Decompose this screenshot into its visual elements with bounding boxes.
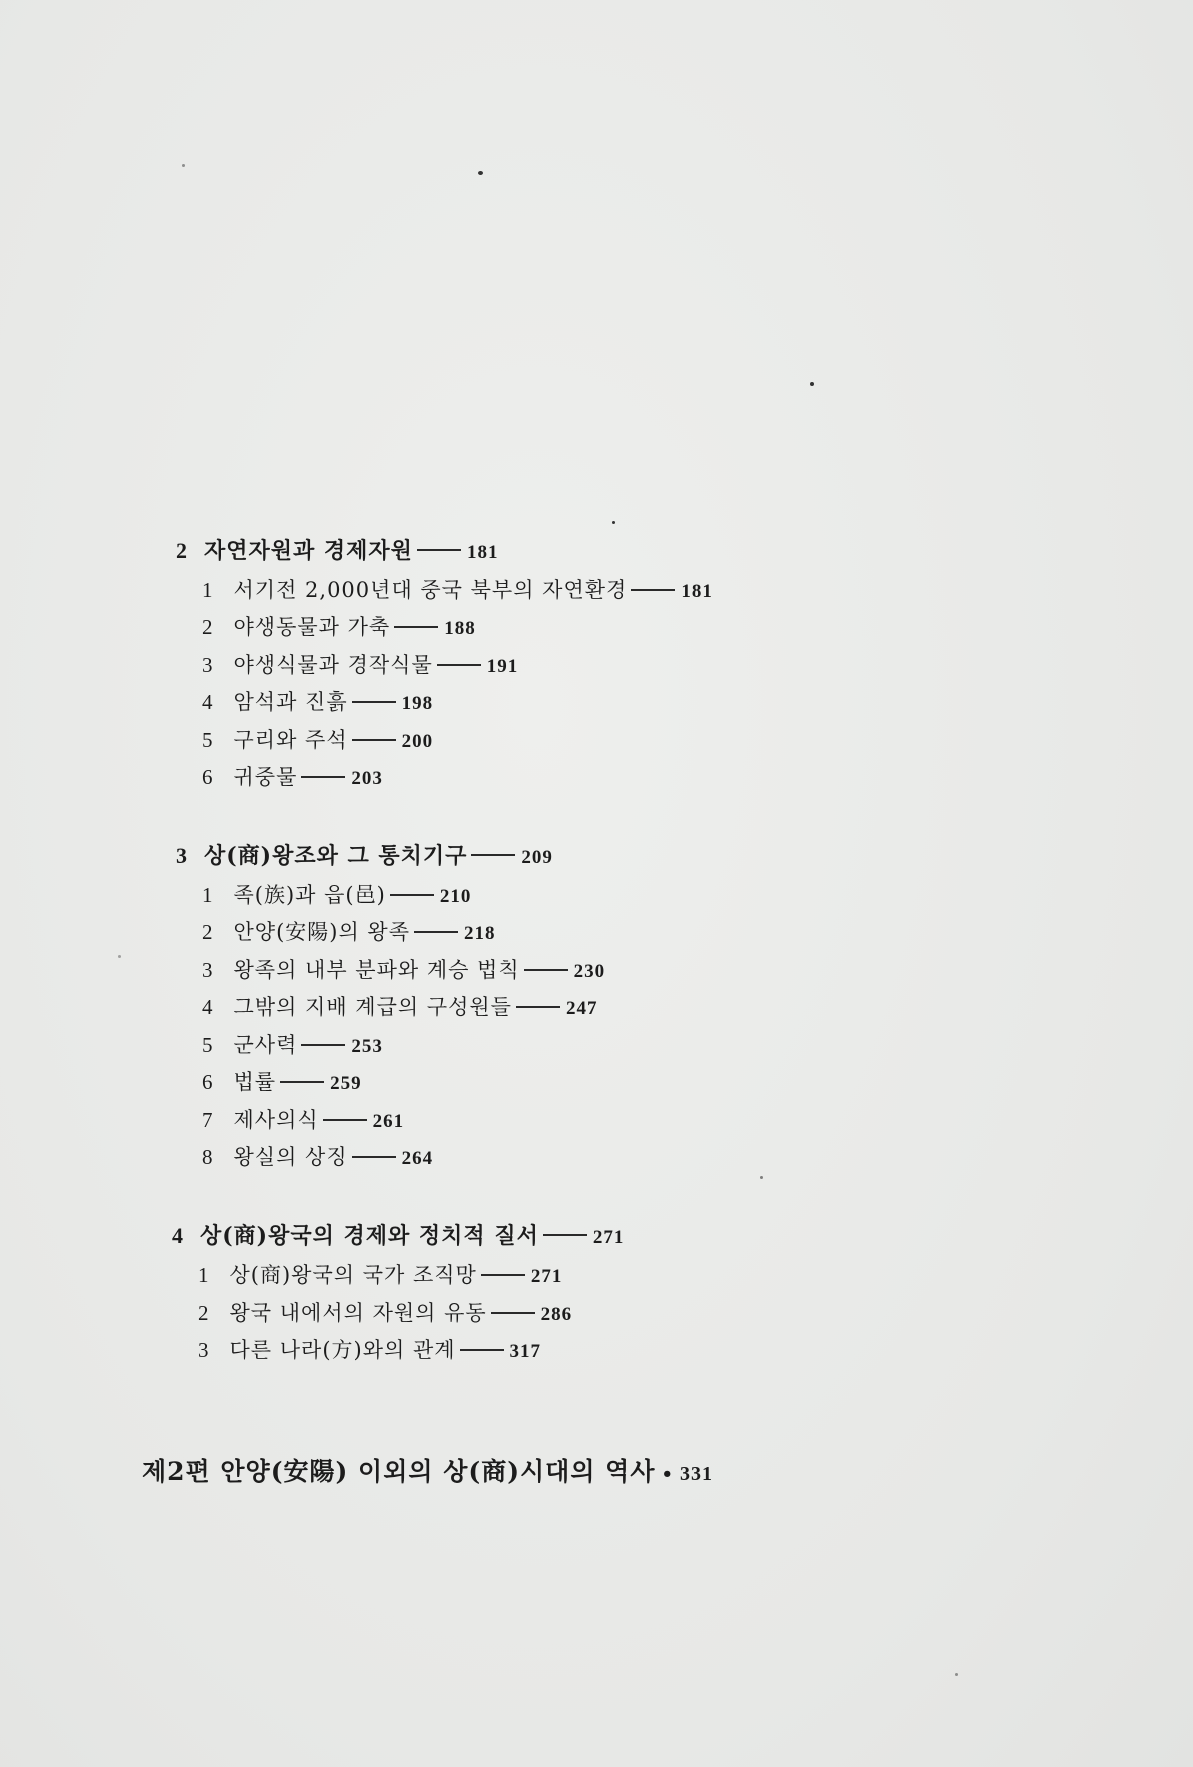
- page-number: 271: [530, 1266, 563, 1287]
- toc-entry: [202, 1072, 362, 1093]
- page-number: 200: [401, 731, 434, 752]
- page-number: 261: [372, 1111, 405, 1132]
- entry-title: 다른 나라(方)와의 관계: [229, 1338, 456, 1362]
- toc-entry: [202, 885, 471, 906]
- entry-title: 족(族)과 읍(邑): [233, 883, 386, 907]
- page-number: 331: [680, 1463, 713, 1485]
- leader-dash: [280, 1081, 324, 1083]
- entry-number: 2: [202, 920, 214, 944]
- page-number: 188: [444, 618, 476, 639]
- entry-number: 2: [202, 615, 214, 639]
- page-number: 253: [351, 1036, 383, 1057]
- page-number: 259: [330, 1073, 362, 1094]
- entry-title: 제사의식: [233, 1108, 319, 1132]
- toc-entry: [202, 692, 433, 713]
- ink-speck: [612, 521, 615, 524]
- entry-number: 6: [202, 1070, 214, 1094]
- entry-number: 5: [202, 728, 214, 752]
- ink-speck: [955, 1673, 958, 1676]
- ink-speck: [810, 382, 814, 386]
- page-number: 198: [401, 693, 434, 714]
- toc-entry: [202, 922, 496, 943]
- entry-title: 상(商)왕국의 국가 조직망: [229, 1263, 477, 1287]
- toc-entry: [198, 1340, 541, 1361]
- entry-title: 왕국 내에서의 자원의 유동: [229, 1301, 487, 1325]
- toc-entry: [202, 1035, 383, 1056]
- section-title: 상(商)왕국의 경제와 정치적 질서: [200, 1223, 539, 1249]
- leader-dash: [491, 1312, 535, 1314]
- leader-dash: [631, 589, 675, 591]
- leader-dash: [301, 1044, 345, 1046]
- leader-dash: [414, 931, 458, 933]
- toc-section-heading: [176, 540, 498, 562]
- toc-entry: [202, 997, 597, 1018]
- page-number: 181: [681, 581, 713, 602]
- toc-entry: [202, 1147, 433, 1168]
- toc-section-heading: [172, 1225, 624, 1247]
- entry-number: 3: [198, 1338, 210, 1362]
- entry-title: 서기전 2,000년대 중국 북부의 자연환경: [233, 578, 628, 602]
- toc-entry: [198, 1265, 562, 1286]
- entry-number: 1: [202, 883, 214, 907]
- toc-section-heading: [176, 845, 553, 867]
- leader-dash: [394, 626, 438, 628]
- leader-dash: [390, 894, 434, 896]
- section-number: 4: [172, 1223, 184, 1248]
- entry-title: 야생식물과 경작식물: [233, 653, 433, 677]
- leader-dash: [481, 1274, 525, 1276]
- toc-entry: [202, 580, 713, 601]
- page-number: 317: [509, 1341, 542, 1362]
- entry-title: 안양(安陽)의 왕족: [233, 920, 410, 944]
- leader-dash: [543, 1234, 587, 1236]
- entry-number: 5: [202, 1033, 214, 1057]
- ink-speck: [760, 1176, 763, 1179]
- ink-speck: [118, 955, 121, 958]
- entry-number: 8: [202, 1145, 214, 1169]
- toc-entry: [202, 730, 433, 751]
- leader-dash: [352, 739, 396, 741]
- page-number: 264: [401, 1148, 434, 1169]
- leader-dash: [323, 1119, 367, 1121]
- section-number: 2: [176, 538, 188, 563]
- page-number: 218: [464, 923, 496, 944]
- entry-title: 구리와 주석: [233, 728, 348, 752]
- entry-title: 왕족의 내부 분파와 계승 법칙: [233, 958, 520, 982]
- entry-title: 암석과 진흙: [233, 690, 348, 714]
- page-number: 286: [540, 1304, 573, 1325]
- page-number: 209: [521, 847, 553, 868]
- leader-dash: [352, 1156, 396, 1158]
- page-number: 181: [466, 542, 499, 563]
- entry-number: 1: [198, 1263, 210, 1287]
- separator-bullet: •: [661, 1464, 674, 1485]
- page-number: 271: [592, 1227, 625, 1248]
- toc-entry: [198, 1303, 572, 1324]
- leader-dash: [524, 969, 568, 971]
- entry-title: 군사력: [233, 1033, 298, 1057]
- ink-speck: [182, 164, 185, 167]
- toc-part-heading: [142, 1459, 713, 1484]
- page-number: 247: [565, 998, 598, 1019]
- entry-title: 야생동물과 가축: [233, 615, 391, 639]
- leader-dash: [437, 664, 481, 666]
- entry-number: 2: [198, 1301, 210, 1325]
- entry-title: 법률: [233, 1070, 277, 1094]
- entry-number: 3: [202, 958, 214, 982]
- part-title: 제2편 안양(安陽) 이외의 상(商)시대의 역사: [142, 1457, 656, 1486]
- toc-entry: [202, 617, 476, 638]
- leader-dash: [460, 1349, 504, 1351]
- page-number: 203: [351, 768, 383, 789]
- leader-dash: [471, 854, 515, 856]
- section-title: 상(商)왕조와 그 통치기구: [204, 843, 468, 869]
- leader-dash: [516, 1006, 560, 1008]
- toc-entry: [202, 1110, 404, 1131]
- leader-dash: [301, 776, 345, 778]
- page-number: 230: [573, 961, 606, 982]
- toc-entry: [202, 767, 383, 788]
- toc-entry: [202, 960, 605, 981]
- page-number: 191: [486, 656, 519, 677]
- page-number: 210: [439, 886, 472, 907]
- entry-number: 1: [202, 578, 214, 602]
- entry-number: 7: [202, 1108, 214, 1132]
- entry-number: 6: [202, 765, 214, 789]
- section-title: 자연자원과 경제자원: [204, 538, 413, 564]
- leader-dash: [417, 549, 461, 551]
- entry-title: 그밖의 지배 계급의 구성원들: [233, 995, 512, 1019]
- entry-title: 귀중물: [233, 765, 298, 789]
- ink-speck: [478, 171, 483, 175]
- leader-dash: [352, 701, 396, 703]
- entry-number: 3: [202, 653, 214, 677]
- entry-title: 왕실의 상징: [233, 1145, 348, 1169]
- section-number: 3: [176, 843, 188, 868]
- entry-number: 4: [202, 690, 214, 714]
- toc-entry: [202, 655, 518, 676]
- entry-number: 4: [202, 995, 214, 1019]
